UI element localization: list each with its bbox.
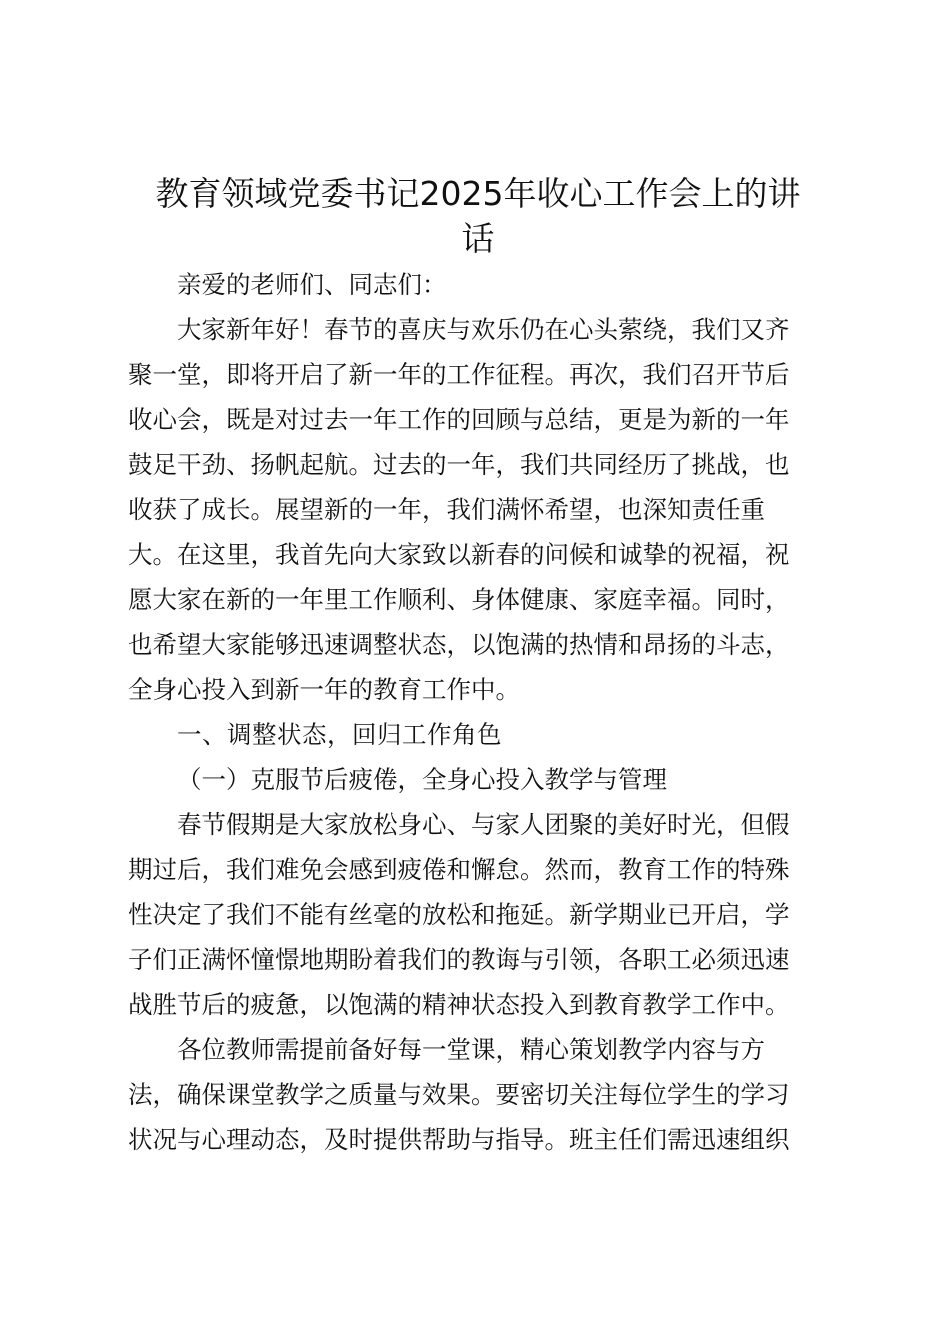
salutation-text: 亲爱的老师们、同志们： xyxy=(177,270,447,299)
paragraph-line: 愿大家在新的一年里工作顺利、身体健康、家庭幸福。同时， xyxy=(128,585,790,614)
paragraph-line: 收获了成长。展望新的一年，我们满怀希望，也深知责任重 xyxy=(128,495,765,524)
paragraph-line: 聚一堂，即将开启了新一年的工作征程。再次，我们召开节后 xyxy=(128,360,790,389)
section-heading-text: 一、调整状态，回归工作角色 xyxy=(177,720,502,749)
paragraph-line: 各位教师需提前备好每一堂课，精心策划教学内容与方 xyxy=(177,1035,765,1064)
paragraph-1 xyxy=(128,307,828,712)
subsection-heading xyxy=(128,757,828,802)
paragraph-line: 春节假期是大家放松身心、与家人团聚的美好时光，但假 xyxy=(177,810,790,839)
paragraph-line: 全身心投入到新一年的教育工作中。 xyxy=(128,675,520,704)
document-body xyxy=(128,171,828,1162)
title-line: 话 xyxy=(461,219,495,258)
paragraph-line: 大家新年好！春节的喜庆与欢乐仍在心头萦绕，我们又齐 xyxy=(177,315,790,344)
paragraph-line: 大。在这里，我首先向大家致以新春的问候和诚挚的祝福，祝 xyxy=(128,540,790,569)
paragraph-line: 收心会，既是对过去一年工作的回顾与总结，更是为新的一年 xyxy=(128,405,790,434)
salutation xyxy=(128,262,828,307)
subsection-heading-text: （一）克服节后疲倦，全身心投入教学与管理 xyxy=(177,765,667,794)
section-heading xyxy=(128,712,828,757)
paragraph-3 xyxy=(128,1027,828,1162)
paragraph-line: 状况与心理动态，及时提供帮助与指导。班主任们需迅速组织 xyxy=(128,1125,790,1154)
paragraph-line: 性决定了我们不能有丝毫的放松和拖延。新学期业已开启，学 xyxy=(128,900,790,929)
document-title xyxy=(128,171,828,261)
paragraph-line: 期过后，我们难免会感到疲倦和懈怠。然而，教育工作的特殊 xyxy=(128,855,790,884)
paragraph-line: 也希望大家能够迅速调整状态，以饱满的热情和昂扬的斗志， xyxy=(128,630,790,659)
paragraph-line: 战胜节后的疲惫，以饱满的精神状态投入到教育教学工作中。 xyxy=(128,990,790,1019)
paragraph-line: 鼓足干劲、扬帆起航。过去的一年，我们共同经历了挑战，也 xyxy=(128,450,790,479)
paragraph-line: 法，确保课堂教学之质量与效果。要密切关注每位学生的学习 xyxy=(128,1080,790,1109)
paragraph-line: 子们正满怀憧憬地期盼着我们的教诲与引领，各职工必须迅速 xyxy=(128,945,790,974)
paragraph-2 xyxy=(128,802,828,1027)
title-line: 教育领域党委书记2025年收心工作会上的讲 xyxy=(155,174,801,213)
